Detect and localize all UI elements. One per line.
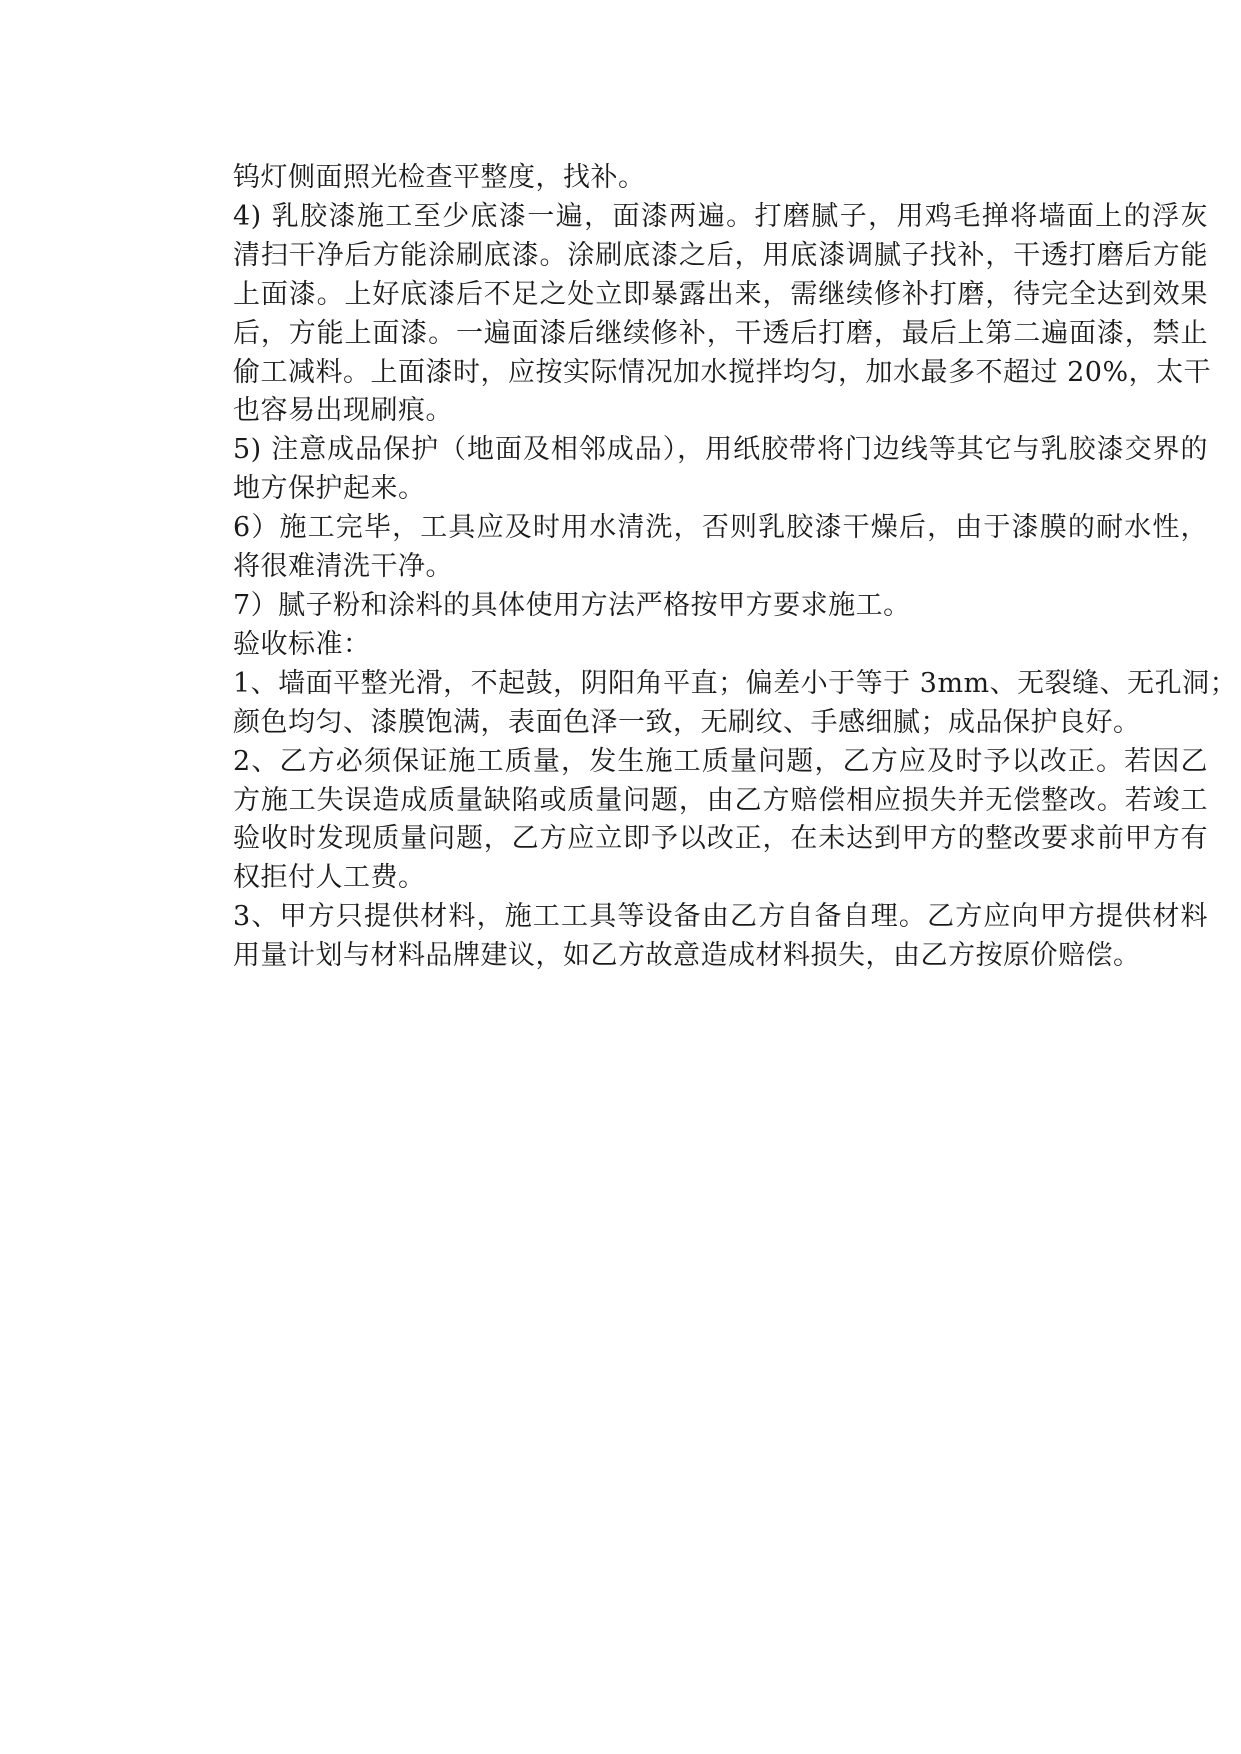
- document-text-block: [233, 159, 1238, 972]
- text-line: 3、甲方只提供材料，施工工具等设备由乙方自备自理。乙方应向甲方提供材料: [233, 901, 1208, 933]
- text-line: 5) 注意成品保护（地面及相邻成品），用纸胶带将门边线等其它与乳胶漆交界的: [233, 434, 1208, 466]
- text-line: 7）腻子粉和涂料的具体使用方法严格按甲方要求施工。: [233, 589, 911, 621]
- text-line: 后，方能上面漆。一遍面漆后继续修补，干透后打磨，最后上第二遍面漆，禁止: [233, 317, 1208, 349]
- text-line: 将很难清洗干净。: [233, 551, 453, 583]
- text-line: 验收时发现质量问题，乙方应立即予以改正，在未达到甲方的整改要求前甲方有: [233, 823, 1208, 855]
- text-line: 权拒付人工费。: [233, 862, 426, 894]
- text-line: 4) 乳胶漆施工至少底漆一遍，面漆两遍。打磨腻子，用鸡毛掸将墙面上的浮灰: [233, 200, 1208, 232]
- text-line: 验收标准：: [233, 628, 371, 660]
- text-line: 1、墙面平整光滑，不起鼓，阴阳角平直；偏差小于等于 3mm、无裂缝、无孔洞；: [233, 667, 1238, 699]
- text-line: 偷工减料。上面漆时，应按实际情况加水搅拌均匀，加水最多不超过 20%，太干: [233, 356, 1212, 388]
- text-line: 钨灯侧面照光检查平整度，找补。: [233, 162, 646, 193]
- text-line: 清扫干净后方能涂刷底漆。涂刷底漆之后，用底漆调腻子找补，干透打磨后方能: [233, 239, 1208, 271]
- text-line: 也容易出现刷痕。: [233, 395, 453, 427]
- text-line: 方施工失误造成质量缺陷或质量问题，由乙方赔偿相应损失并无偿整改。若竣工: [233, 784, 1208, 816]
- text-line: 地方保护起来。: [233, 473, 426, 505]
- text-line: 上面漆。上好底漆后不足之处立即暴露出来，需继续修补打磨，待完全达到效果: [233, 278, 1208, 310]
- text-line: 颜色均匀、漆膜饱满，表面色泽一致，无刷纹、手感细腻；成品保护良好。: [233, 706, 1141, 738]
- text-line: 6）施工完毕，工具应及时用水清洗，否则乳胶漆干燥后，由于漆膜的耐水性，: [233, 512, 1208, 544]
- text-line: 2、乙方必须保证施工质量，发生施工质量问题，乙方应及时予以改正。若因乙: [233, 745, 1208, 777]
- text-line: 用量计划与材料品牌建议，如乙方故意造成材料损失，由乙方按原价赔偿。: [233, 940, 1141, 972]
